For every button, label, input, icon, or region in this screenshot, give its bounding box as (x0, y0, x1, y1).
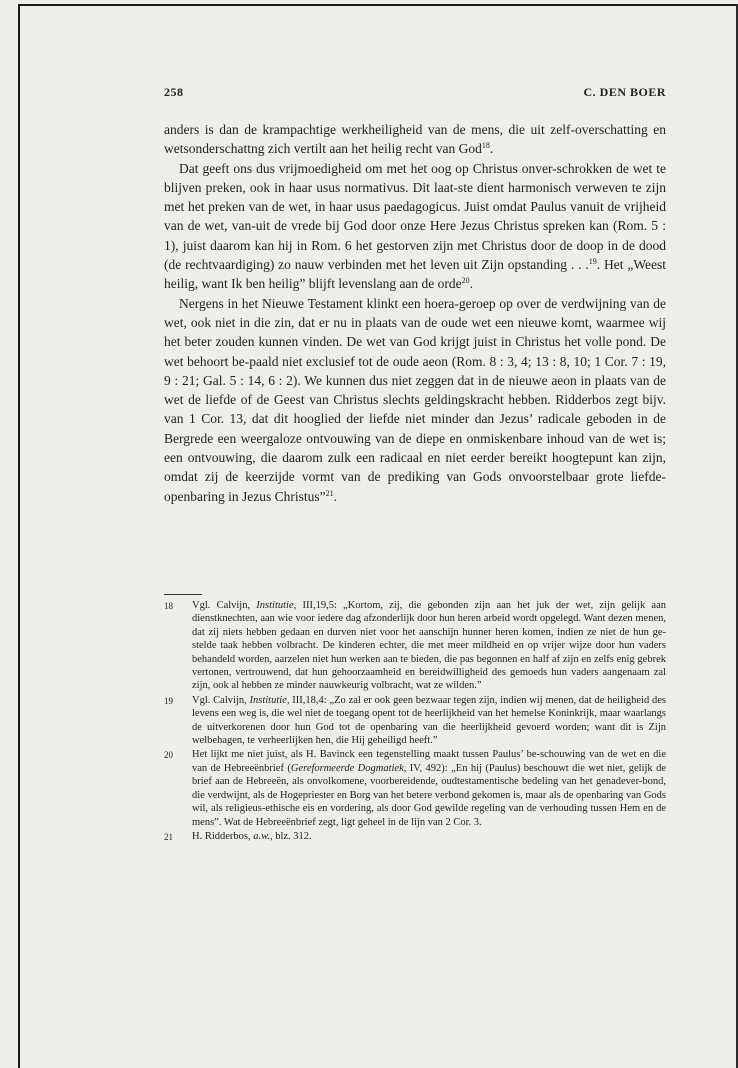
footnote-text: Vgl. Calvijn, Institutie, III,19,5: „Kortom, zij, die gebonden zijn aan het juk der wet, zijn gelijk aan dienstknechten, aan wie voor iedere dag afzonderlijk door hun heren arbeid wordt opgelegd. Want dezen menen, dat zij niets hebben gedaan en durven niet voor het aanschijn hunner heren komen, indien ze niet de hun ge-stelde taak hebben volbracht. De kinderen echter, die met meer mildheid en op vrijer wijze door hun vaders behandeld worden, aarzelen niet hun werken aan te bieden, die pas begonnen en half af zijn en zelfs enig gebrek vertonen, vertrouwend, dat hun gehoorzaamheid en bereidwilligheid des gemoeds hun vaders aangenaam zal zijn, ook al hebben ze minder nauwkeurig volbracht, wat ze wilden.” (192, 600, 666, 692)
footnote-text: Vgl. Calvijn, Institutie, III,18,4: „Zo zal er ook geen bezwaar tegen zijn, indien wij menen, dat de heiligheid des levens een weg is, die wel niet de toegang opent tot de heerlijkheid van het hemelse Koninkrijk, maar waarlangs de uitverkorenen door hun God tot de openbaring van die heerlijkheid gevoerd worden; want dit is Zijn welbehagen, te verheerlijken hen, die Hij geheiligd heeft.” (192, 694, 666, 747)
body-text (164, 120, 666, 506)
paragraph-3: Nergens in het Nieuwe Testament klinkt een hoera-geroep op over de verdwijning van de wet, ook niet in die zin, dat er nu in plaats van de oude wet een nieuwe komt, waarmee wij het beter zouden kunnen vinden. De wet van God krijgt juist in Christus het volle pond. De wet behoort be-paald niet exclusief tot de oude aeon (Rom. 8 : 3, 4; 13 : 8, 10; 1 Cor. 7 : 19, 9 : 21; Gal. 5 : 14, 6 : 2). We kunnen dus niet zeggen dat in de nieuwe aeon in plaats van de wet de liefde of de Geest van Christus slechts geldingskracht hebben. Ridderbos zegt bijv. van 1 Cor. 13, dat dit hooglied der liefde niet minder dan Jezus’ radicale geboden in de Bergrede een weergaloze ontvouwing van de diepe en onmiskenbare inhoud van de wet is; een ontvouwing, die daarom zulk een radicaal en niet eerder bereikt hoogtepunt kan zijn, omdat zij de keerzijde vormt van de prediking van Gods onvoorstelbaar grote liefde-openbaring in Jezus Christus”$^{21}$. (164, 295, 666, 504)
footnote-text: Het lijkt me niet juist, als H. Bavinck een tegenstelling maakt tussen Paulus’ be-schouwing van de wet en die van de Hebreeënbrief (Gereformeerde Dogmatiek, IV, 492): „En hij (Paulus) beschouwt die wet niet, gelijk de brief aan de Hebreeën, als onvolkomene, voorbereidende, oudtestamentische bedeling van het genadever-bond, die verdwijnt, als de Hogepriester en Borg van het betere verbond gekomen is, maar als de openbaring van Gods wil, als religieus-ethische eis en vordering, als door God gewilde regeling van de verhouding tussen Hem en de mens”. Wat de Hebreeënbrief zegt, ligt geheel in de lijn van 2 Cor. 3. (192, 749, 666, 828)
footnote-separator (164, 594, 202, 595)
footnote-ref-18[interactable]: 18 (481, 141, 490, 151)
scan-border-top (18, 4, 736, 6)
footnote-number: 19 (164, 695, 173, 706)
footnote-number: 20 (164, 750, 173, 761)
paragraph-1: anders is dan de krampachtige werkheiligheid van de mens, die uit zelf-overschatting en wetsonderschattng zich vertilt aan het heilig recht van God$^{18}$. (164, 122, 666, 157)
footnote-ref-20[interactable]: 20 (461, 276, 470, 286)
footnote-18 (164, 599, 666, 693)
footnote-21 (164, 830, 666, 844)
footnote-number: 18 (164, 601, 173, 611)
footnote-text: H. Ridderbos, a.w., blz. 312. (192, 830, 312, 842)
footnote-ref-19[interactable]: 19 (588, 257, 597, 267)
footnote-20 (164, 748, 666, 828)
footnote-ref-21[interactable]: 21 (325, 488, 334, 498)
footnote-19 (164, 694, 666, 748)
paragraph-2: Dat geeft ons dus vrijmoedigheid om met het oog op Christus onver-schrokken de wet te blijven preken, ook in haar usus normativus. Dit laat-ste dient harmonisch verweven te zijn met het preken van de wet, in haar usus paedagogicus. Juist omdat Paulus vanuit de vrijheid van de wet, van-uit de vrede bij God door onze Here Jezus Christus spreken kan (Rom. 5 : 1), juist daarom kan hij in Rom. 6 het gestorven zijn met Christus door de doop in de dood (de rechtvaardiging) zo nauw verbinden met het leven uit Zijn opstanding . . .$^{19}$. Het „Weest heilig, want Ik ben heilig” blijft levenslang aan de orde$^{20}$. (164, 160, 667, 292)
footnote-number: 21 (164, 831, 173, 842)
page-number: 258 (164, 85, 184, 99)
scan-border-left (18, 4, 20, 1068)
running-title: C. DEN BOER (583, 85, 666, 99)
footnotes (164, 599, 666, 845)
